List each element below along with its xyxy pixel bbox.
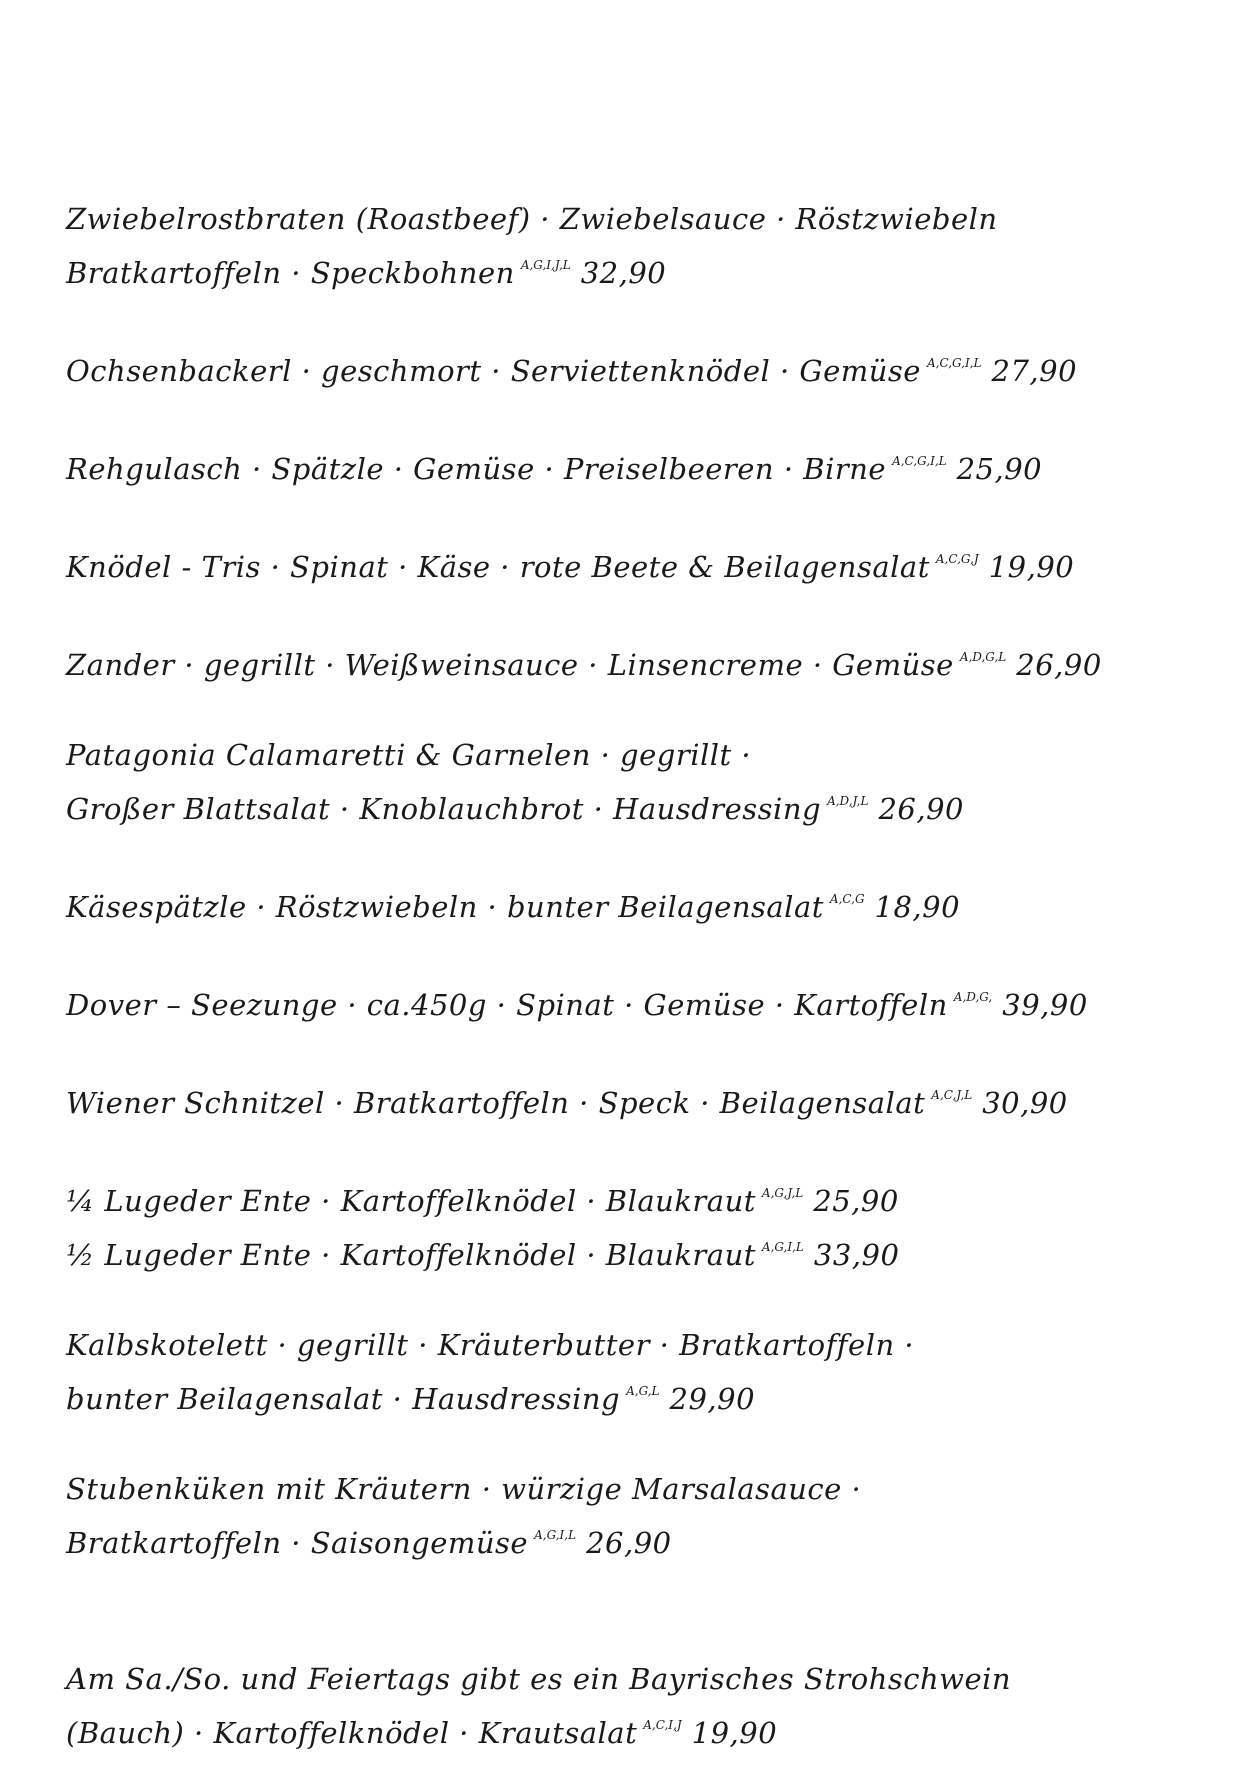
menu-item-zwiebelrostbraten [66,196,1186,296]
menu-item-line: Großer Blattsalat · Knoblauchbrot · Hausdressing $^{A,D,J,L}$ 26,90 [66,792,964,826]
price: 26,90 [586,1526,672,1560]
price: 19,90 [691,1716,778,1750]
menu-item-viertel-ente [66,1170,1186,1224]
allergen-codes: A,G,J,L [761,1186,804,1200]
menu-item-rehgulasch [66,438,1186,492]
menu-item-line: Rehgulasch · Spätzle · Gemüse · Preiselbeeren · Birne $^{A,C,G,I,L}$ 25,90 [66,452,1043,486]
price: 33,90 [813,1238,900,1272]
allergen-codes: A,D,G,L [959,650,1007,664]
allergen-codes: A,G,I,J,L [520,258,571,272]
menu-item-line: Am Sa./So. und Feiertags gibt es ein Bayrisches Strohschwein [66,1662,1012,1696]
allergen-codes: A,D,J,L [827,794,869,808]
menu-item-line: Bratkartoffeln · Saisongemüse $^{A,G,I,L}$ 26,90 [66,1526,672,1560]
menu-item-line: Zander · gegrillt · Weißweinsauce · Linsencreme · Gemüse $^{A,D,G,L}$ 26,90 [66,648,1102,682]
menu-item-knoedel-tris [66,536,1186,590]
allergen-codes: A,C,J,L [931,1088,973,1102]
allergen-codes: A,C,G,I,L [892,454,947,468]
menu-item-line: Knödel - Tris · Spinat · Käse · rote Beete & Beilagensalat $^{A,C,G,J}$ 19,90 [66,550,1075,584]
menu-item-line: Ochsenbackerl · geschmort · Serviettenknödel · Gemüse $^{A,C,G,I,L}$ 27,90 [66,354,1078,388]
menu-item-line: ¼ Lugeder Ente · Kartoffelknödel · Blaukraut $^{A,G,J,L}$ 25,90 [66,1184,899,1218]
menu-item-strohschwein [66,1656,1186,1756]
allergen-codes: A,G,I,L [761,1240,804,1254]
menu-item-line: Patagonia Calamaretti & Garnelen · gegrillt · [66,738,752,772]
price: 18,90 [874,890,961,924]
price: 26,90 [878,792,964,826]
menu-item-line: Dover – Seezunge · ca.450g · Spinat · Gemüse · Kartoffeln $^{A,D,G,}$ 39,90 [66,988,1088,1022]
menu-item-line: Zwiebelrostbraten (Roastbeef) · Zwiebelsauce · Röstzwiebeln [66,202,998,236]
menu-item-kalbskotelett [66,1322,1186,1422]
price: 32,90 [580,256,667,290]
menu-item-line: Bratkartoffeln · Speckbohnen $^{A,G,I,J,L}$ 32,90 [66,256,667,290]
allergen-codes: A,C,G [829,892,865,906]
price: 25,90 [813,1184,899,1218]
price: 29,90 [669,1382,756,1416]
price: 19,90 [988,550,1075,584]
menu-item-line: bunter Beilagensalat · Hausdressing $^{A,G,L}$ 29,90 [66,1382,756,1416]
price: 25,90 [956,452,1043,486]
menu-item-line: Kalbskotelett · gegrillt · Kräuterbutter · Bratkartoffeln · [66,1328,915,1362]
menu-item-seezunge [66,974,1186,1028]
allergen-codes: A,D,G, [953,990,993,1004]
allergen-codes: A,C,G,J [935,552,979,566]
allergen-codes: A,G,L [626,1384,660,1398]
price: 30,90 [982,1086,1068,1120]
menu-item-wiener-schnitzel [66,1072,1186,1126]
menu-item-line: Wiener Schnitzel · Bratkartoffeln · Speck · Beilagensalat $^{A,C,J,L}$ 30,90 [66,1086,1068,1120]
allergen-codes: A,C,I,J [643,1718,682,1732]
menu-item-stubenkueken [66,1466,1186,1566]
allergen-codes: A,G,I,L [534,1528,577,1542]
menu-item-kaesespaetzle [66,876,1186,930]
price: 26,90 [1016,648,1102,682]
menu-item-calamaretti [66,732,1186,832]
menu-item-halbe-ente [66,1224,1186,1278]
menu-item-line: Käsespätzle · Röstzwiebeln · bunter Beilagensalat $^{A,C,G}$ 18,90 [66,890,961,924]
menu-item-line: ½ Lugeder Ente · Kartoffelknödel · Blaukraut $^{A,G,I,L}$ 33,90 [66,1238,900,1272]
menu-item-line: (Bauch) · Kartoffelknödel · Krautsalat $^{A,C,I,J}$ 19,90 [66,1716,778,1750]
allergen-codes: A,C,G,I,L [926,356,982,370]
menu-list [66,196,1186,1756]
price: 39,90 [1002,988,1088,1022]
menu-item-line: Stubenküken mit Kräutern · würzige Marsalasauce · [66,1472,862,1506]
menu-item-zander [66,634,1186,688]
menu-item-ochsenbackerl [66,340,1186,394]
price: 27,90 [991,354,1078,388]
